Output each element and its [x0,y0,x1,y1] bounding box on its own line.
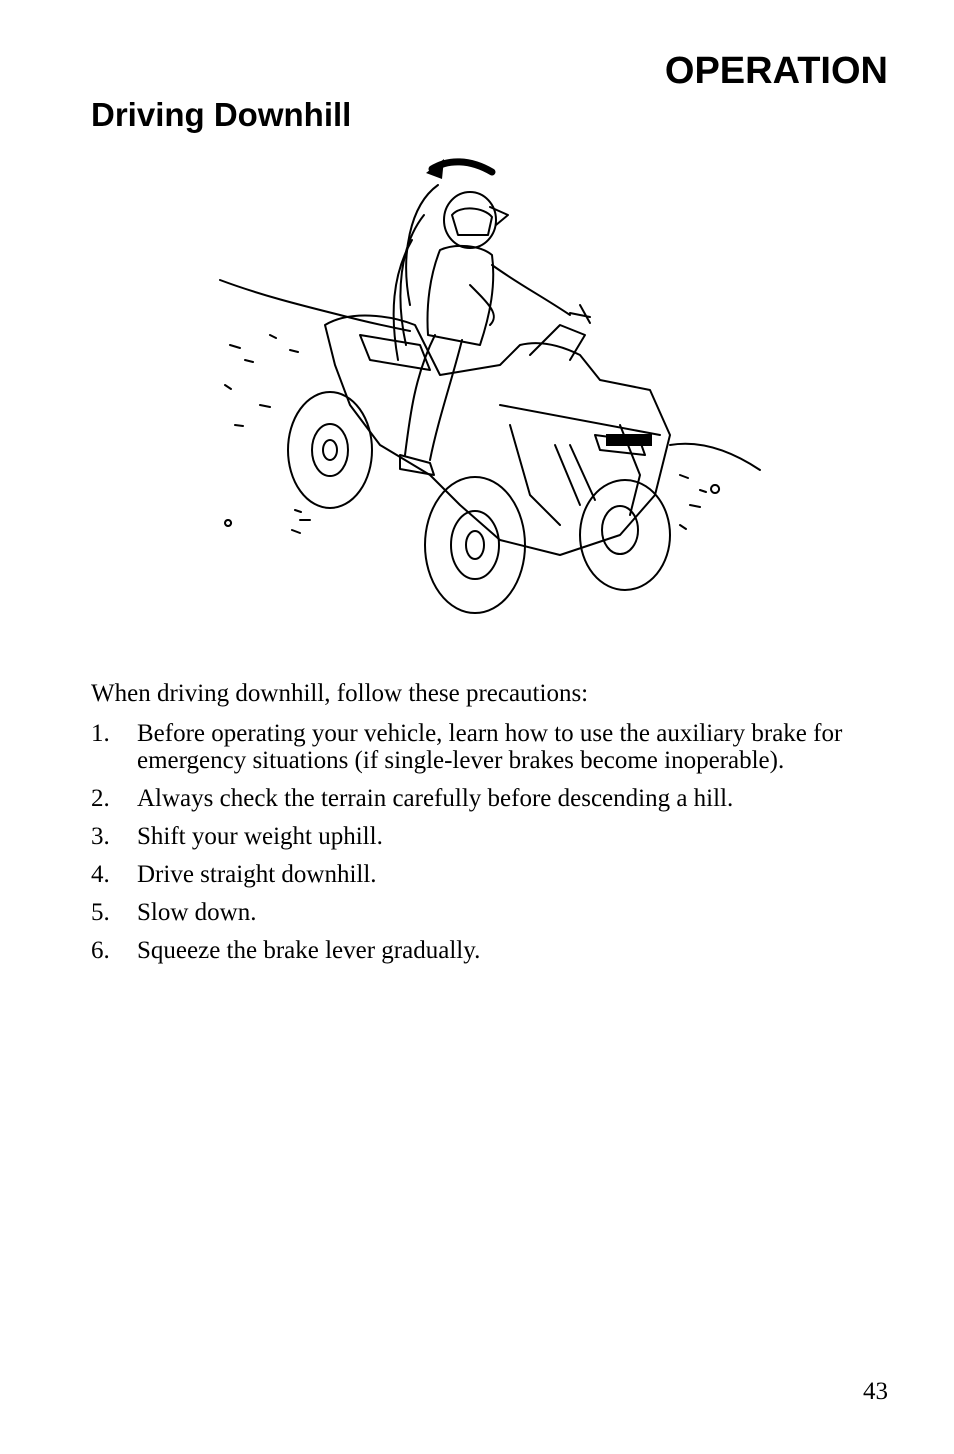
step-text: Squeeze the brake lever gradually. [137,937,481,964]
step-number: 6. [91,937,110,964]
step-text: Before operating your vehicle, learn how to use the auxiliary brake for emergency situations (if single-lever brakes become inoperable). [137,720,843,774]
list-item [91,937,901,964]
intro-text: When driving downhill, follow these precautions: [91,680,589,707]
step-text: Slow down. [137,899,257,926]
page-title: Driving Downhill [91,96,352,133]
list-item [91,720,901,774]
lean-arrow-icon [426,159,492,179]
list-item [91,861,901,888]
step-number: 3. [91,823,110,850]
page-number: 43 [863,1378,888,1405]
step-number: 1. [91,720,110,747]
step-number: 4. [91,861,110,888]
step-number: 5. [91,899,110,926]
list-item [91,899,901,926]
precautions-list [91,720,901,975]
step-number: 2. [91,785,110,812]
brand-badge [606,434,652,446]
step-text: Drive straight downhill. [137,861,377,888]
step-text: Shift your weight uphill. [137,823,383,850]
atv-downhill-illustration [200,145,780,635]
step-text: Always check the terrain carefully before descending a hill. [137,785,734,812]
section-header: OPERATION [664,50,888,92]
atv-rider-drawing [200,145,780,635]
list-item [91,823,901,850]
list-item [91,785,901,812]
rider [400,192,590,475]
